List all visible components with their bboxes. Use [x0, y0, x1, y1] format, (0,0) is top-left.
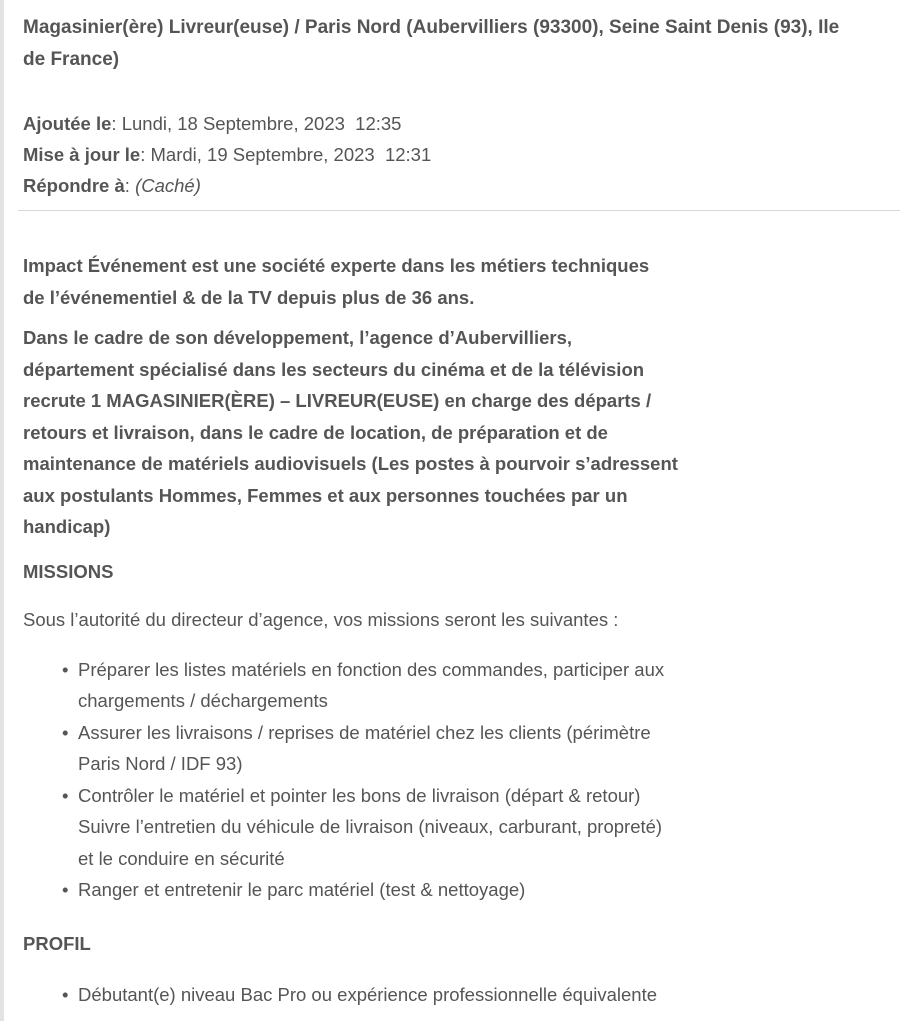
list-item: [60, 780, 743, 875]
job-title: Magasinier(ère) Livreur(euse) / Paris Nord (Aubervilliers (93300), Seine Saint Denis (93), Ile de France): [23, 17, 840, 70]
list-item: [60, 874, 743, 906]
profil-list: [23, 979, 743, 1011]
intro-2-line: maintenance de matériels audiovisuels (Les postes à pourvoir s’adressent: [23, 453, 678, 474]
list-item-text: Paris Nord / IDF 93): [78, 753, 243, 774]
intro-1-line: Impact Événement est une société experte dans les métiers techniques: [23, 255, 650, 276]
intro-paragraph-1: [23, 250, 743, 313]
intro-2-line: aux postulants Hommes, Femmes et aux personnes touchées par un: [23, 484, 628, 506]
list-item: [60, 654, 743, 717]
profil-heading: PROFIL: [23, 932, 91, 954]
intro-2-line: Dans le cadre de son développement, l’agence d’Aubervilliers,: [23, 327, 573, 348]
added-separator: :: [111, 113, 122, 134]
list-item-text: Contrôler le matériel et pointer les bons de livraison (départ & retour): [78, 784, 641, 806]
reply-value: (Caché): [135, 175, 201, 196]
bullet-icon: •: [62, 784, 69, 806]
updated-separator: :: [140, 144, 151, 165]
reply-row: [23, 170, 866, 201]
list-item-text: et le conduire en sécurité: [78, 847, 285, 869]
added-row: [23, 108, 866, 139]
missions-list: [23, 654, 743, 906]
intro-2-line: handicap): [23, 516, 111, 537]
bullet-icon: •: [62, 983, 69, 1005]
bullet-icon: •: [62, 879, 69, 900]
intro-2-line: recrute 1 MAGASINIER(ÈRE) – LIVREUR(EUSE) en charge des départs /: [23, 390, 652, 411]
list-item-text: Ranger et entretenir le parc matériel (test & nettoyage): [78, 879, 526, 900]
job-header: [4, 0, 885, 201]
list-item-text: Débutant(e) niveau Bac Pro ou expérience professionnelle équivalente: [78, 983, 658, 1005]
list-item-text: Assurer les livraisons / reprises de matériel chez les clients (périmètre: [78, 721, 651, 743]
header-divider: [18, 210, 900, 211]
intro-paragraph-2: [23, 322, 743, 543]
list-item: [60, 717, 743, 780]
updated-row: [23, 139, 866, 170]
bullet-icon: •: [62, 658, 69, 680]
intro-2-line: département spécialisé dans les secteurs du cinéma et de la télévision: [23, 358, 645, 380]
bullet-icon: •: [62, 721, 69, 743]
list-item-text: Préparer les listes matériels en fonction des commandes, participer aux: [78, 658, 665, 680]
intro-2-line: retours et livraison, dans le cadre de location, de préparation et de: [23, 421, 608, 443]
updated-value: Mardi, 19 Septembre, 2023 12:31: [150, 144, 432, 165]
intro-1-line: de l’événementiel & de la TV depuis plus de 36 ans.: [23, 286, 475, 308]
reply-separator: :: [124, 175, 136, 196]
list-item: [60, 979, 743, 1011]
job-description: [23, 250, 743, 1010]
missions-heading: MISSIONS: [23, 560, 114, 582]
reply-label: Répondre à: [23, 175, 125, 196]
list-item-text: Suivre l’entretien du véhicule de livraison (niveaux, carburant, propreté): [78, 816, 663, 837]
added-label: Ajoutée le: [23, 113, 112, 134]
missions-intro: Sous l’autorité du directeur d’agence, vos missions seront les suivantes :: [23, 608, 619, 630]
updated-label: Mise à jour le: [23, 144, 141, 165]
list-item-text: chargements / déchargements: [78, 690, 328, 711]
added-value: Lundi, 18 Septembre, 2023 12:35: [121, 113, 402, 134]
job-meta: [23, 108, 866, 201]
